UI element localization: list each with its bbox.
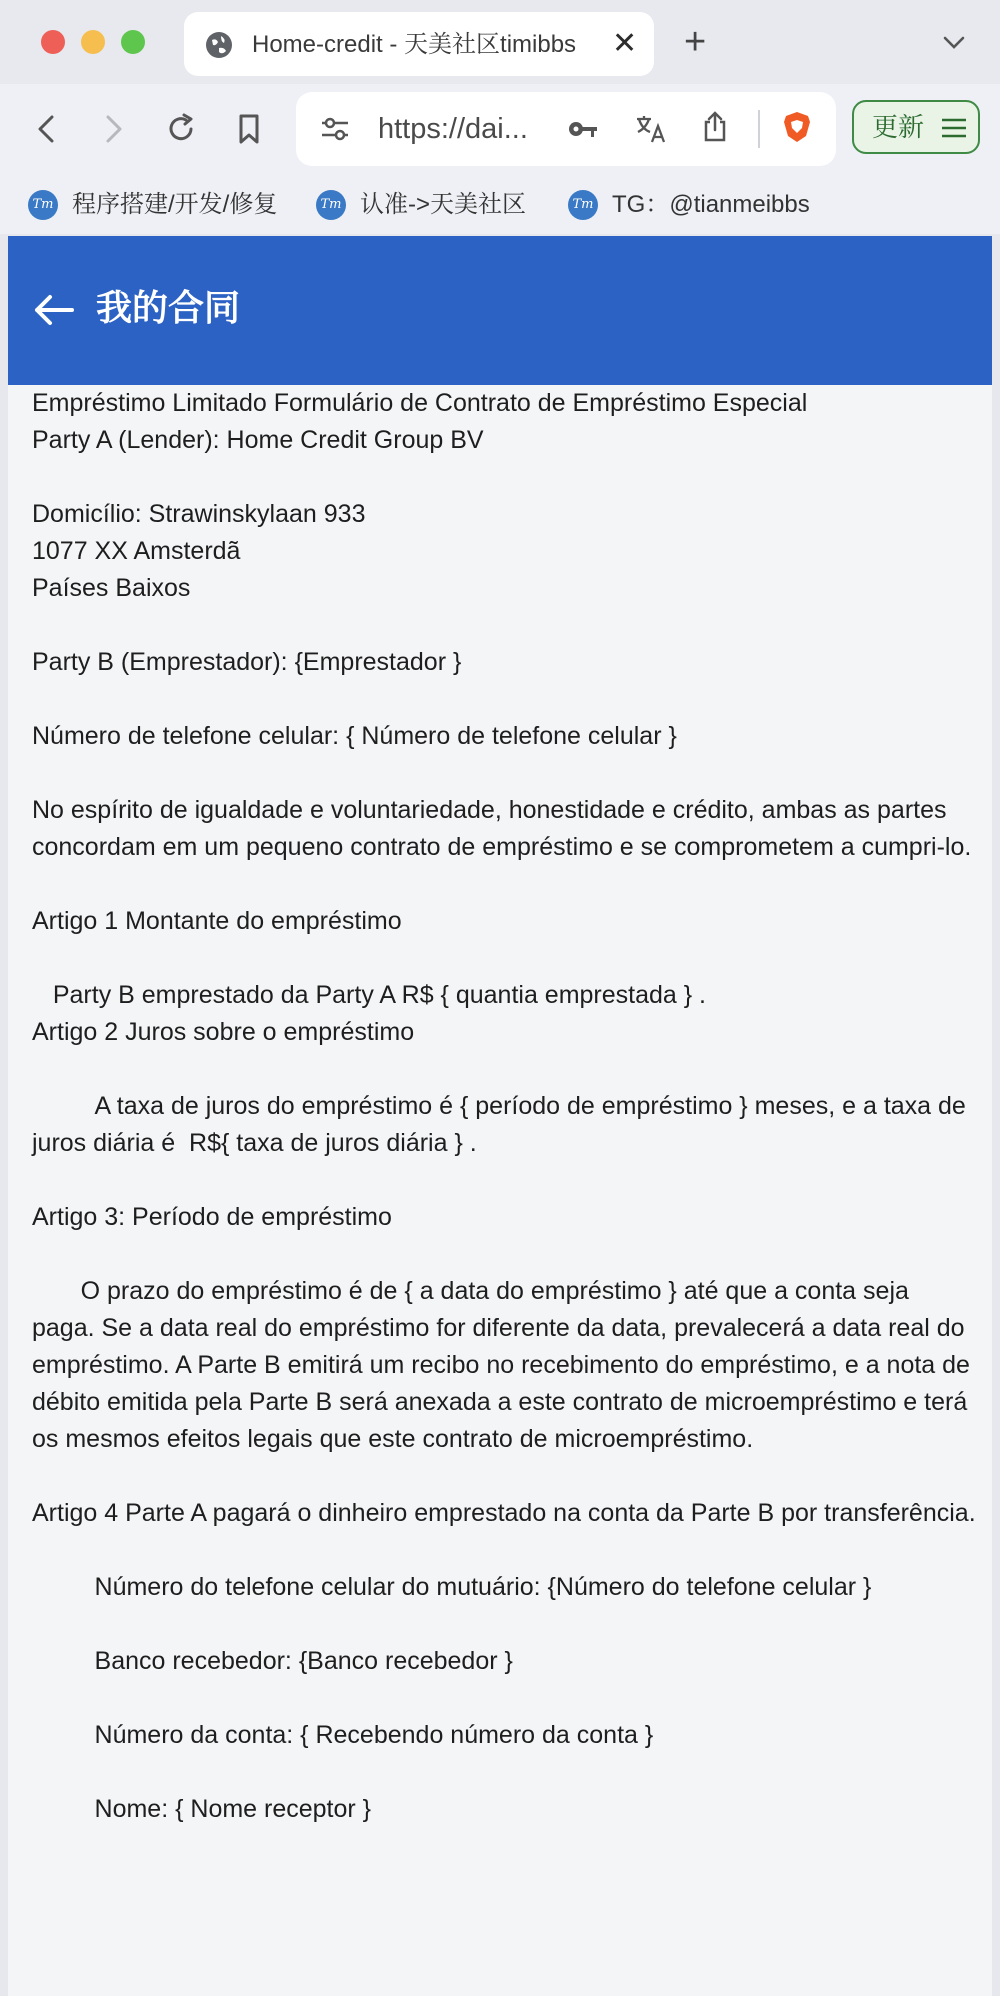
address-bar[interactable] — [296, 92, 836, 166]
contract-line: Número de telefone celular: { Número de telefone celular } — [32, 722, 677, 750]
back-icon[interactable] — [30, 112, 64, 146]
blank-line — [32, 681, 976, 718]
contract-line: Party A (Lender): Home Credit Group BV — [32, 426, 484, 454]
contract-line: No espírito de igualdade e voluntariedade, honestidade e crédito, ambas as partes concordam em um pequeno contrato de empréstimo e se comprometem a cumpri-lo. — [32, 796, 972, 861]
bookmark-item[interactable] — [316, 184, 546, 224]
contract-text — [32, 385, 976, 1828]
window-zoom-button[interactable] — [121, 30, 145, 54]
contract-line: Party B emprestado da Party A R$ { quantia emprestada } . — [32, 981, 707, 1009]
blank-line — [32, 1458, 976, 1495]
contract-line: 1077 XX Amsterdã — [32, 537, 241, 565]
menu-icon — [940, 116, 968, 140]
share-icon[interactable] — [698, 110, 732, 144]
brave-shield-icon[interactable] — [780, 110, 814, 144]
tab-title: Home-credit - 天美社区timibbs — [252, 31, 577, 58]
contract-line: A taxa de juros do empréstimo é { período de empréstimo } meses, e a taxa de juros diária é R${ taxa de juros diária } . — [32, 1092, 973, 1157]
tm-logo-icon: Tm — [28, 190, 58, 220]
bookmark-item[interactable] — [568, 184, 838, 224]
web-page — [8, 236, 992, 1996]
forward-icon[interactable] — [96, 112, 130, 146]
contract-line: Países Baixos — [32, 574, 191, 602]
tm-logo-icon: Tm — [316, 190, 346, 220]
blank-line — [32, 1051, 976, 1088]
contract-line: Número do telefone celular do mutuário: {Número do telefone celular } — [32, 1573, 872, 1601]
blank-line — [32, 755, 976, 792]
contract-line: Artigo 1 Montante do empréstimo — [32, 907, 402, 935]
update-label: 更新 — [872, 112, 925, 142]
site-settings-icon[interactable] — [318, 112, 352, 146]
browser-tab-strip — [0, 0, 1000, 84]
update-button[interactable] — [852, 100, 980, 154]
contract-line: O prazo do empréstimo é de { a data do empréstimo } até que a conta seja paga. Se a data real do empréstimo for diferente da data, prevalecerá a data real do empréstimo. A Parte B emitirá um recibo no recebimento do empréstimo, e a nota de débito emitida pela Parte B será anexada a este contrato de microempréstimo e terá os mesmos efeitos legais que este contrato de microempréstimo. — [32, 1277, 977, 1453]
bookmark-label: 认准->天美社区 — [360, 191, 527, 218]
blank-line — [32, 1754, 976, 1791]
bookmark-item[interactable] — [28, 184, 298, 224]
blank-line — [32, 607, 976, 644]
reload-icon[interactable] — [164, 112, 198, 146]
contract-line: Nome: { Nome receptor } — [32, 1795, 372, 1823]
contract-line: Número da conta: { Recebendo número da conta } — [32, 1721, 654, 1749]
address-bar-divider — [758, 110, 760, 148]
blank-line — [32, 1532, 976, 1569]
window-close-button[interactable] — [41, 30, 65, 54]
blank-line — [32, 1606, 976, 1643]
globe-icon — [204, 30, 234, 60]
window-minimize-button[interactable] — [81, 30, 105, 54]
contract-line: Artigo 4 Parte A pagará o dinheiro emprestado na conta da Parte B por transferência. — [32, 1499, 976, 1527]
blank-line — [32, 459, 976, 496]
blank-line — [32, 1680, 976, 1717]
blank-line — [32, 940, 976, 977]
chevron-down-icon[interactable] — [940, 28, 968, 56]
bookmark-label: 程序搭建/开发/修复 — [72, 191, 278, 218]
browser-tab-active[interactable] — [184, 12, 654, 76]
blank-line — [32, 1236, 976, 1273]
contract-line: Artigo 3: Período de empréstimo — [32, 1203, 392, 1231]
contract-line: Domicílio: Strawinskylaan 933 — [32, 500, 366, 528]
bookmark-label: TG：@tianmeibbs — [612, 191, 810, 218]
contract-line: Empréstimo Limitado Formulário de Contrato de Empréstimo Especial — [32, 389, 808, 417]
page-title: 我的合同 — [96, 287, 241, 328]
back-arrow-icon[interactable] — [32, 290, 74, 330]
close-tab-icon[interactable]: ✕ — [612, 27, 638, 60]
url-text[interactable]: https://dai... — [378, 113, 528, 145]
contract-line: Party B (Emprestador): {Emprestador } — [32, 648, 462, 676]
blank-line — [32, 866, 976, 903]
browser-toolbar — [0, 84, 1000, 234]
blank-line — [32, 1162, 976, 1199]
bookmark-icon[interactable] — [232, 112, 266, 146]
app-header — [8, 236, 992, 385]
new-tab-icon[interactable]: + — [684, 21, 707, 63]
translate-icon[interactable] — [634, 112, 668, 146]
contract-line: Banco recebedor: {Banco recebedor } — [32, 1647, 513, 1675]
key-icon[interactable] — [566, 112, 600, 146]
tm-logo-icon: Tm — [568, 190, 598, 220]
contract-line: Artigo 2 Juros sobre o empréstimo — [32, 1018, 415, 1046]
